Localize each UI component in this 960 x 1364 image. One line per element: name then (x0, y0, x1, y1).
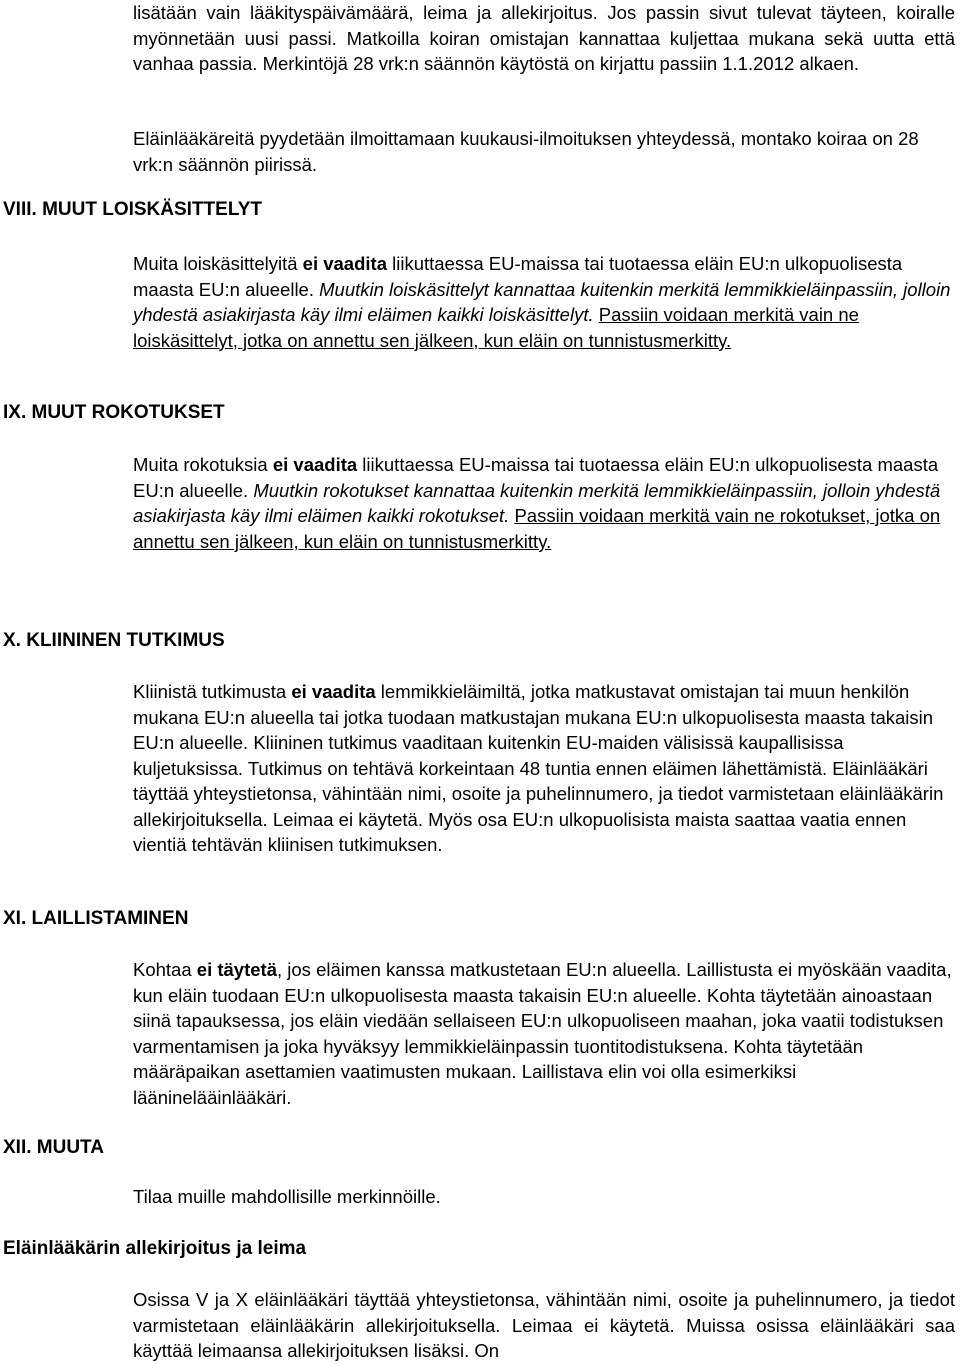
heading-xi: XI. LAILLISTAMINEN (3, 908, 189, 929)
emphasis-not-required: ei vaadita (272, 454, 358, 475)
italic-recommendation: Muutkin loiskäsittelyt kannattaa kuitenkin merkitä lemmikkieläinpassiin, jolloin yhdestä asiakirjasta käy ilmi eläimen kaikki loiskäsittelyt. (133, 278, 951, 325)
paragraph-ix: Muita rokotuksia ei vaadita liikuttaessa EU-maissa tai tuotaessa eläin EU:n ulkopuolisesta maasta EU:n alueelle. Muutkin rokotukset kannattaa kuitenkin merkitä lemmikkieläinpassiin, jolloin yhdestä asiakirjasta käy ilmi eläimen kaikki rokotukset. Passiin voidaan merkitä vain ne rokotukset, jotka on annettu sen jälkeen, kun eläin on tunnistusmerkitty. (133, 454, 941, 552)
heading-viii: VIII. MUUT LOISKÄSITTELYT (3, 199, 262, 220)
paragraph-viii: Muita loiskäsittelyitä ei vaadita liikuttaessa EU-maissa tai tuotaessa eläin EU:n ulkopuolisesta maasta EU:n alueelle. Muutkin loiskäsittelyt kannattaa kuitenkin merkitä lemmikkieläinpassiin, jolloin yhdestä asiakirjasta käy ilmi eläimen kaikki loiskäsittelyt. Passiin voidaan merkitä vain ne loiskäsittelyt, jotka on annettu sen jälkeen, kun eläin on tunnistusmerkitty. (133, 253, 951, 351)
emphasis-not-required: ei vaadita (291, 681, 376, 702)
paragraph-xi: Kohtaa ei täytetä, jos eläimen kanssa matkustetaan EU:n alueella. Laillistusta ei myöskään vaadita, kun eläin tuodaan EU:n ulkopuolisesta maasta takaisin EU:n alueelle. Kohta täytetään ainoastaan siinä tapauksessa, jos eläin viedään sellaiseen EU:n ulkopuoliseen maahan, joka vaatii todistuksen varmentamisen ja joka hyväksyy lemmikkieläinpassin tuontitodistuksena. Kohta täytetään määräpaikan asettamien vaatimusten mukaan. Laillistava elin voi olla esimerkiksi lääninelääinlääkäri. (133, 959, 952, 1108)
paragraph-signature: Osissa V ja X eläinlääkäri täyttää yhteystietonsa, vähintään nimi, osoite ja puhelinnumero, ja tiedot varmistetaan eläinlääkärin allekirjoituksella. Leimaa ei käytetä. Muissa osissa eläinlääkäri saa käyttää leimaansa allekirjoituksen lisäksi. On (133, 1289, 955, 1361)
emphasis-not-required: ei vaadita (302, 253, 387, 274)
paragraph-xii: Tilaa muille mahdollisille merkinnöille. (133, 1186, 441, 1207)
heading-xii: XII. MUUTA (3, 1137, 104, 1158)
emphasis-not-filled: ei täytetä (196, 959, 277, 980)
intro-paragraph-passport: lisätään vain lääkityspäivämäärä, leima ja allekirjoitus. Jos passin sivut tulevat täyteen, koiralle myönnetään uusi passi. Matkoilla koiran omistajan kannattaa kuljettaa mukana sekä uutta että vanhaa passia. Merkintöjä 28 vrk:n säännön käytöstä on kirjattu passiin 1.1.2012 alkaen. (133, 2, 955, 74)
heading-ix: IX. MUUT ROKOTUKSET (3, 402, 225, 423)
underlined-rule: Passiin voidaan merkitä vain ne loiskäsittelyt, jotka on annettu sen jälkeen, kun eläin on tunnistusmerkitty. (133, 304, 859, 351)
heading-signature: Eläinlääkärin allekirjoitus ja leima (3, 1238, 307, 1259)
underlined-rule: Passiin voidaan merkitä vain ne rokotukset, jotka on annettu sen jälkeen, kun eläin on tunnistusmerkitty. (133, 505, 941, 552)
italic-recommendation: Muutkin rokotukset kannattaa kuitenkin merkitä lemmikkieläinpassiin, jolloin yhdestä asiakirjasta käy ilmi eläimen kaikki rokotukset. (133, 479, 941, 526)
paragraph-x: Kliinistä tutkimusta ei vaadita lemmikkieläimiltä, jotka matkustavat omistajan tai muun henkilön mukana EU:n alueella tai jotka tuodaan matkustajan mukana EU:n ulkopuolisesta maasta takaisin EU:n alueelle. Kliininen tutkimus vaaditaan kuitenkin EU-maiden välisissä kaupallisissa kuljetuksissa. Tutkimus on tehtävä korkeintaan 48 tuntia ennen eläimen lähettämistä. Eläinlääkäri täyttää yhteystietonsa, vähintään nimi, osoite ja puhelinnumero, ja tiedot varmistetaan eläinlääkärin allekirjoituksella. Leimaa ei käytetä. Myös osa EU:n ulkopuolisista maista saattaa vaatia ennen vientiä tehtävän kliinisen tutkimuksen. (133, 681, 944, 855)
intro-paragraph-report: Eläinlääkäreitä pyydetään ilmoittamaan kuukausi-ilmoituksen yhteydessä, montako koiraa on 28 vrk:n säännön piirissä. (133, 128, 919, 175)
heading-x: X. KLIININEN TUTKIMUS (3, 630, 225, 651)
